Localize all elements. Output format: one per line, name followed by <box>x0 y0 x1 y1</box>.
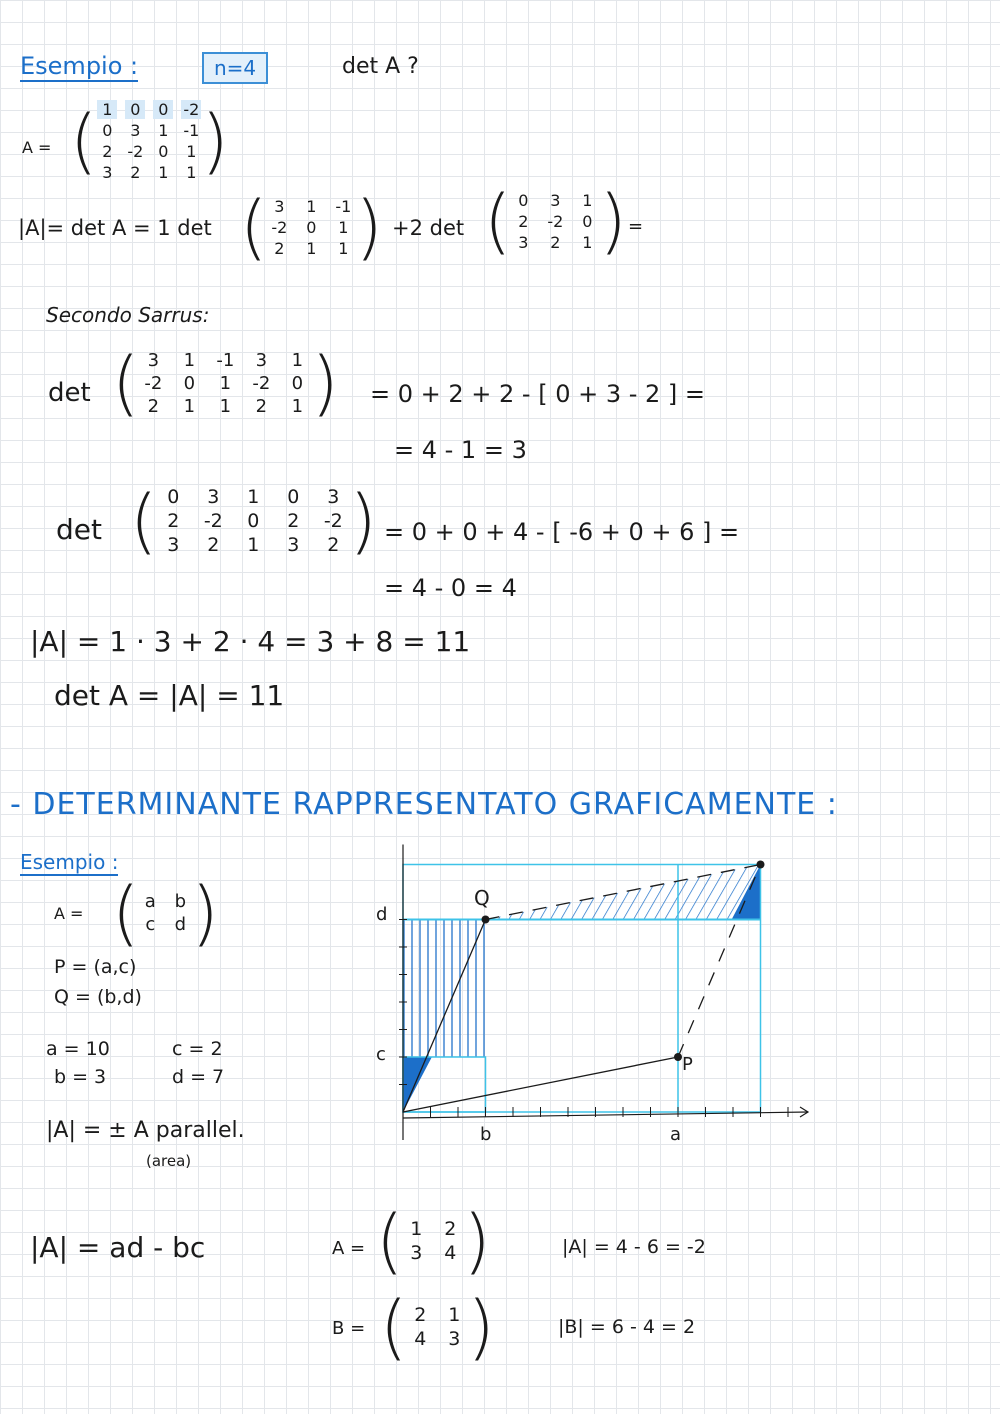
expansion-plus: +2 det <box>392 216 465 240</box>
example-heading-1: Esempio : <box>20 52 139 80</box>
matrix-cell: 0 <box>306 217 317 237</box>
matrix-cell: 1 <box>219 395 232 417</box>
matrix-cell: 2 <box>130 163 141 182</box>
matrix-cell: 1 <box>582 232 593 252</box>
hatched-left-region <box>403 920 486 1058</box>
matrix-cell: 1 <box>338 238 349 258</box>
matrix-cell: -2 <box>127 142 144 161</box>
matrix-cell: 3 <box>255 349 268 371</box>
matrix-cell: 4 <box>444 1242 457 1264</box>
sarrus-label: Secondo Sarrus: <box>46 303 210 327</box>
example-b-result: |B| = 6 - 4 = 2 <box>558 1316 696 1338</box>
matrix-cell: 1 <box>291 349 304 371</box>
matrix-cell: 3 <box>147 349 160 371</box>
sarrus-2-det: det <box>56 513 102 546</box>
expansion-equals: = <box>628 216 644 237</box>
right-paren: ) <box>599 180 627 262</box>
question-text: det A ? <box>342 54 419 79</box>
final-result-2: det A = |A| = 11 <box>54 679 285 712</box>
matrix-cell: -2 <box>181 100 201 119</box>
matrix-cell: 2 <box>102 142 113 161</box>
matrix-cell: 2 <box>207 534 220 556</box>
matrix-cell: 1 <box>306 238 317 258</box>
sarrus-1-det: det <box>48 378 91 408</box>
matrix-cell: c <box>145 914 156 935</box>
left-paren: ( <box>112 872 140 954</box>
right-paren: ) <box>311 342 339 424</box>
matrix-cell: 1 <box>186 142 197 161</box>
matrix-cell: -2 <box>547 211 564 231</box>
matrix-cell: 2 <box>147 395 160 417</box>
matrix-cell: 2 <box>550 232 561 252</box>
graph-label-c: c <box>376 1044 386 1065</box>
matrix-cell: -2 <box>323 510 343 532</box>
sarrus-2-result: = 0 + 0 + 4 - [ -6 + 0 + 6 ] = <box>384 518 740 546</box>
matrix-cell: 1 <box>338 217 349 237</box>
matrix-cell: 2 <box>255 395 268 417</box>
left-paren: ( <box>484 180 512 262</box>
point-p-def: P = (a,c) <box>54 956 137 978</box>
matrix-cell: 3 <box>448 1328 461 1350</box>
sarrus-2-line2: = 4 - 0 = 4 <box>384 574 517 602</box>
matrix-cell: 3 <box>130 121 141 140</box>
matrix-cell: 2 <box>167 510 180 532</box>
matrix-cell: 1 <box>219 372 232 394</box>
right-paren: ) <box>201 100 229 182</box>
matrix-cell: 1 <box>410 1218 423 1240</box>
matrix-ad-label: A = <box>54 904 84 923</box>
matrix-cell: 0 <box>291 372 304 394</box>
matrix-cell: 3 <box>167 534 180 556</box>
matrix-cell: 2 <box>414 1304 427 1326</box>
matrix-cell: -2 <box>271 217 288 237</box>
left-paren: ( <box>70 100 98 182</box>
example-heading-2: Esempio : <box>20 850 119 874</box>
left-paren: ( <box>112 342 140 424</box>
section-title: - DETERMINANTE RAPPRESENTATO GRAFICAMENTE : <box>10 787 838 822</box>
example-a-result: |A| = 4 - 6 = -2 <box>562 1236 706 1258</box>
left-paren: ( <box>380 1286 408 1368</box>
matrix-cell: a <box>144 891 156 912</box>
hatched-top-region <box>486 865 761 920</box>
matrix-cell: b <box>174 891 187 912</box>
right-paren: ) <box>355 186 383 268</box>
graph-label-b: b <box>480 1124 492 1145</box>
matrix-cell: 1 <box>448 1304 461 1326</box>
matrix-cell: -1 <box>335 196 352 216</box>
sarrus-1-line2: = 4 - 1 = 3 <box>394 436 527 464</box>
matrix-cell: 2 <box>518 211 529 231</box>
matrix-cell: 0 <box>167 486 180 508</box>
matrix-cell: -1 <box>216 349 235 371</box>
matrix-cell: 1 <box>247 486 260 508</box>
matrix-cell: 3 <box>207 486 220 508</box>
matrix-cell: 1 <box>247 534 260 556</box>
sarrus-1-result: = 0 + 2 + 2 - [ 0 + 3 - 2 ] = <box>370 380 706 408</box>
value-d: d = 7 <box>172 1066 225 1088</box>
right-paren: ) <box>349 480 377 562</box>
solid-triangle-bottom <box>403 1057 432 1112</box>
matrix-cell: 3 <box>410 1242 423 1264</box>
matrix-cell: 1 <box>186 163 197 182</box>
left-paren: ( <box>130 480 158 562</box>
matrix-cell: d <box>174 914 187 935</box>
graph-label-p: P <box>682 1054 693 1075</box>
matrix-cell: 1 <box>582 190 593 210</box>
matrix-cell: 0 <box>287 486 300 508</box>
matrix-cell: 1 <box>183 395 196 417</box>
matrix-cell: 3 <box>327 486 340 508</box>
graph-label-q: Q <box>474 886 490 910</box>
example-a-label: A = <box>332 1238 366 1259</box>
matrix-cell: 1 <box>158 163 169 182</box>
matrix-cell: 0 <box>153 100 173 119</box>
matrix-cell: 1 <box>291 395 304 417</box>
matrix-cell: 2 <box>327 534 340 556</box>
matrix-cell: 0 <box>102 121 113 140</box>
matrix-cell: -1 <box>183 121 200 140</box>
graph-label-d: d <box>376 904 388 925</box>
matrix-cell: -2 <box>203 510 223 532</box>
matrix-cell: -2 <box>144 372 163 394</box>
x-axis <box>403 1112 808 1118</box>
area-note: (area) <box>146 1152 192 1170</box>
matrix-cell: 4 <box>414 1328 427 1350</box>
example-b-label: B = <box>332 1318 366 1339</box>
matrix-cell: 0 <box>247 510 260 532</box>
determinant-formula: |A| = ad - bc <box>30 1231 206 1264</box>
point-q-def: Q = (b,d) <box>54 986 142 1008</box>
vector-p <box>403 1057 678 1112</box>
value-c: c = 2 <box>172 1038 223 1060</box>
matrix-cell: 0 <box>125 100 145 119</box>
matrix-cell: 3 <box>550 190 561 210</box>
value-a: a = 10 <box>46 1038 110 1060</box>
matrix-cell: 2 <box>274 238 285 258</box>
matrix-cell: 1 <box>183 349 196 371</box>
point-p <box>674 1053 682 1061</box>
point-p-plus-q <box>757 861 765 869</box>
matrix-cell: 2 <box>444 1218 457 1240</box>
matrix-cell: 1 <box>306 196 317 216</box>
area-formula: |A| = ± A parallel. <box>46 1118 245 1143</box>
matrix-cell: 0 <box>183 372 196 394</box>
graph-label-a: a <box>670 1124 682 1145</box>
matrix-cell: 1 <box>97 100 117 119</box>
point-q <box>482 916 490 924</box>
left-paren: ( <box>376 1200 404 1282</box>
matrix-cell: 2 <box>287 510 300 532</box>
right-paren: ) <box>463 1200 491 1282</box>
value-b: b = 3 <box>54 1066 107 1088</box>
matrix-cell: 3 <box>287 534 300 556</box>
matrix-cell: 3 <box>518 232 529 252</box>
matrix-cell: 0 <box>518 190 529 210</box>
expansion-prefix: |A|= det A = 1 det <box>18 216 212 240</box>
right-paren: ) <box>191 872 219 954</box>
matrix-cell: 1 <box>158 121 169 140</box>
matrix-cell: 0 <box>582 211 593 231</box>
matrix-cell: 3 <box>102 163 113 182</box>
n-value-box: n=4 <box>202 52 268 84</box>
matrix-cell: 3 <box>274 196 285 216</box>
right-paren: ) <box>467 1286 495 1368</box>
matrix-cell: 0 <box>158 142 169 161</box>
final-result-1: |A| = 1 · 3 + 2 · 4 = 3 + 8 = 11 <box>30 625 471 658</box>
matrix-cell: -2 <box>252 372 271 394</box>
left-paren: ( <box>240 186 268 268</box>
matrix-a-label: A = <box>22 138 52 157</box>
